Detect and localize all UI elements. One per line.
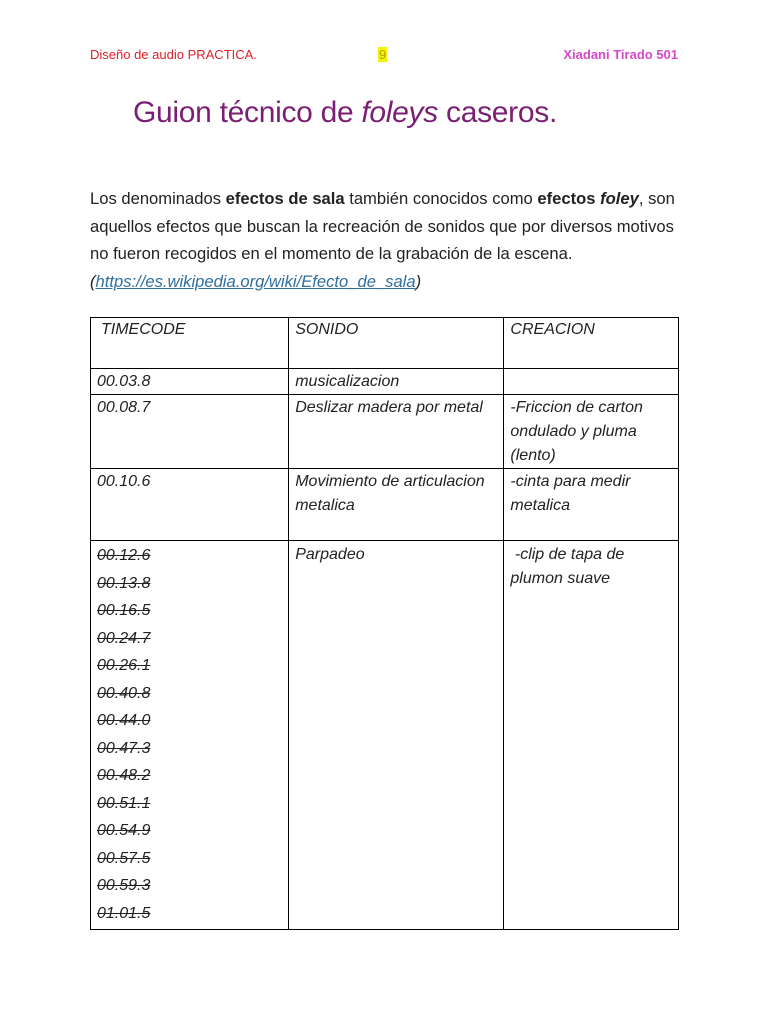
timecode-struck: 00.16.5: [97, 602, 151, 619]
timecode-struck: 00.54.9: [97, 822, 151, 839]
cell-creacion: -clip de tapa de plumon suave: [504, 541, 679, 930]
header-creacion: CREACION: [504, 318, 679, 369]
timecode-struck: 00.59.3: [97, 877, 151, 894]
page-number: 9: [379, 47, 387, 62]
course-title: Diseño de audio PRACTICA.: [90, 47, 257, 62]
timecode-struck: 00.44.0: [97, 712, 151, 729]
foley-table: [90, 317, 679, 930]
page-header: [0, 47, 768, 67]
cell-sonido: Movimiento de articulacion metalica: [289, 469, 504, 541]
table-header-row: [91, 318, 679, 369]
timecode-struck: 00.12.6: [97, 547, 151, 564]
paren-close: ): [415, 271, 422, 291]
cell-creacion: -Friccion de carton ondulado y pluma (lento): [504, 395, 679, 469]
table-row: [91, 469, 679, 541]
intro-text-1: Los denominados: [90, 189, 226, 208]
cell-timecode: 00.08.7: [91, 395, 289, 469]
cell-timecodes-list: [91, 541, 289, 930]
intro-text-2: también conocidos como: [344, 189, 538, 208]
header-timecode: TIMECODE: [91, 318, 289, 369]
timecode-struck: 00.48.2: [97, 767, 151, 784]
cell-timecode: 00.03.8: [91, 369, 289, 395]
intro-text-3: , son aquellos efectos que buscan la recreación de sonidos que por diversos motivos no fueron recogidos en el momento de la grabación de la escena.: [90, 189, 675, 263]
wikipedia-link[interactable]: https://es.wikipedia.org/wiki/Efecto_de_sala: [95, 271, 416, 291]
timecode-struck: 00.51.1: [97, 794, 151, 812]
table-row: [91, 395, 679, 469]
table-row: [91, 541, 679, 930]
cell-sonido: Deslizar madera por metal: [289, 395, 504, 469]
intro-bold-1: efectos de sala: [225, 189, 345, 208]
document-title: [133, 96, 557, 130]
intro-bold-italic: foley: [600, 189, 639, 208]
title-italic: foleys: [361, 96, 438, 129]
cell-creacion: [504, 369, 679, 395]
cell-creacion: -cinta para medir metalica: [504, 469, 679, 541]
cell-sonido: musicalizacion: [289, 369, 504, 395]
paren-open: (: [90, 271, 96, 291]
timecode-struck: 00.24.7: [97, 629, 151, 647]
intro-bold-2: efectos: [537, 189, 601, 208]
timecode-struck: 00.47.3: [97, 739, 151, 757]
timecode-struck: 00.40.8: [97, 684, 151, 702]
header-sonido: SONIDO: [289, 318, 504, 369]
timecode-struck: 00.26.1: [97, 657, 151, 674]
author-name: Xiadani Tirado 501: [563, 47, 678, 62]
title-part-2: caseros.: [437, 96, 557, 129]
intro-paragraph: [90, 185, 680, 295]
timecode-struck: 00.13.8: [97, 574, 151, 592]
cell-sonido: Parpadeo: [289, 541, 504, 930]
timecode-struck: 00.57.5: [97, 849, 151, 867]
table-row: [91, 369, 679, 395]
title-part-1: Guion técnico de: [133, 96, 362, 129]
cell-timecode: 00.10.6: [91, 469, 289, 541]
timecode-struck: 01.01.5: [97, 904, 151, 922]
